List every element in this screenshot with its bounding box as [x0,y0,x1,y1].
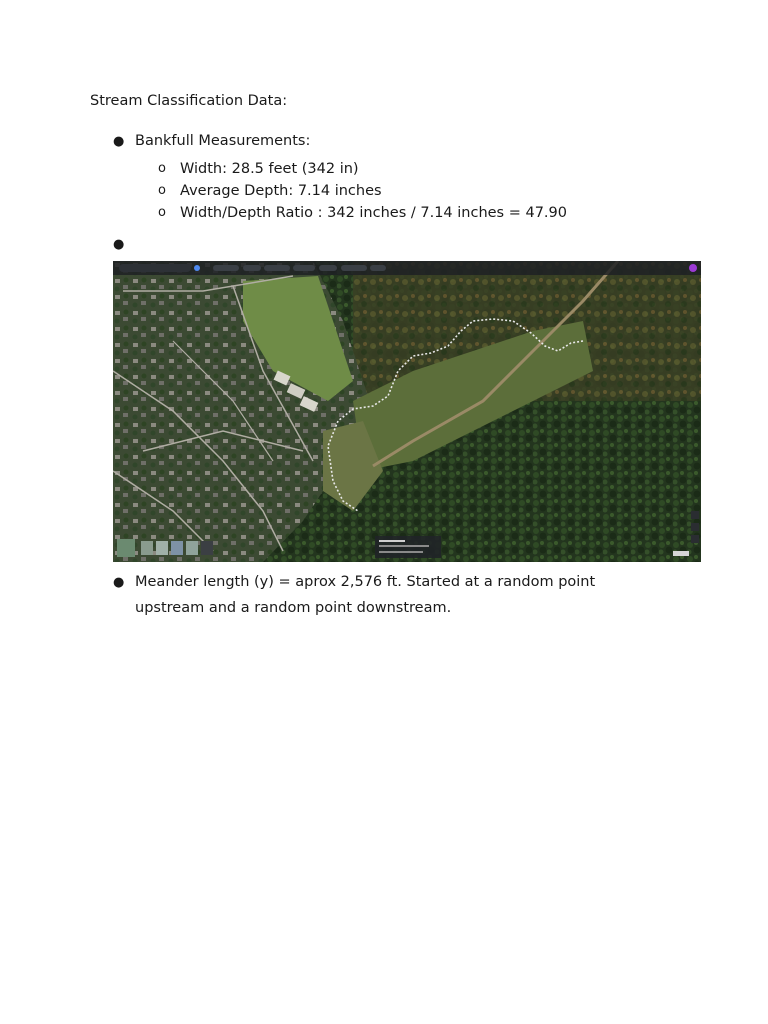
sub-bullet-marker: o [158,183,166,198]
page-title: Stream Classification Data: [90,93,288,109]
ratio-item: Width/Depth Ratio : 342 inches / 7.14 inches = 47.90 [180,205,567,221]
depth-item: Average Depth: 7.14 inches [180,183,382,199]
bankfull-heading: Bankfull Measurements: [135,133,311,149]
satellite-map-image [113,261,701,562]
bullet-marker: ● [113,575,125,590]
sub-bullet-marker: o [158,161,166,176]
bullet-marker: ● [113,134,125,149]
meander-line-2: upstream and a random point downstream. [135,600,452,616]
meander-line-1: Meander length (y) = aprox 2,576 ft. Started at a random point [135,574,596,590]
width-item: Width: 28.5 feet (342 in) [180,161,359,177]
bullet-marker: ● [113,237,125,252]
sub-bullet-marker: o [158,205,166,220]
